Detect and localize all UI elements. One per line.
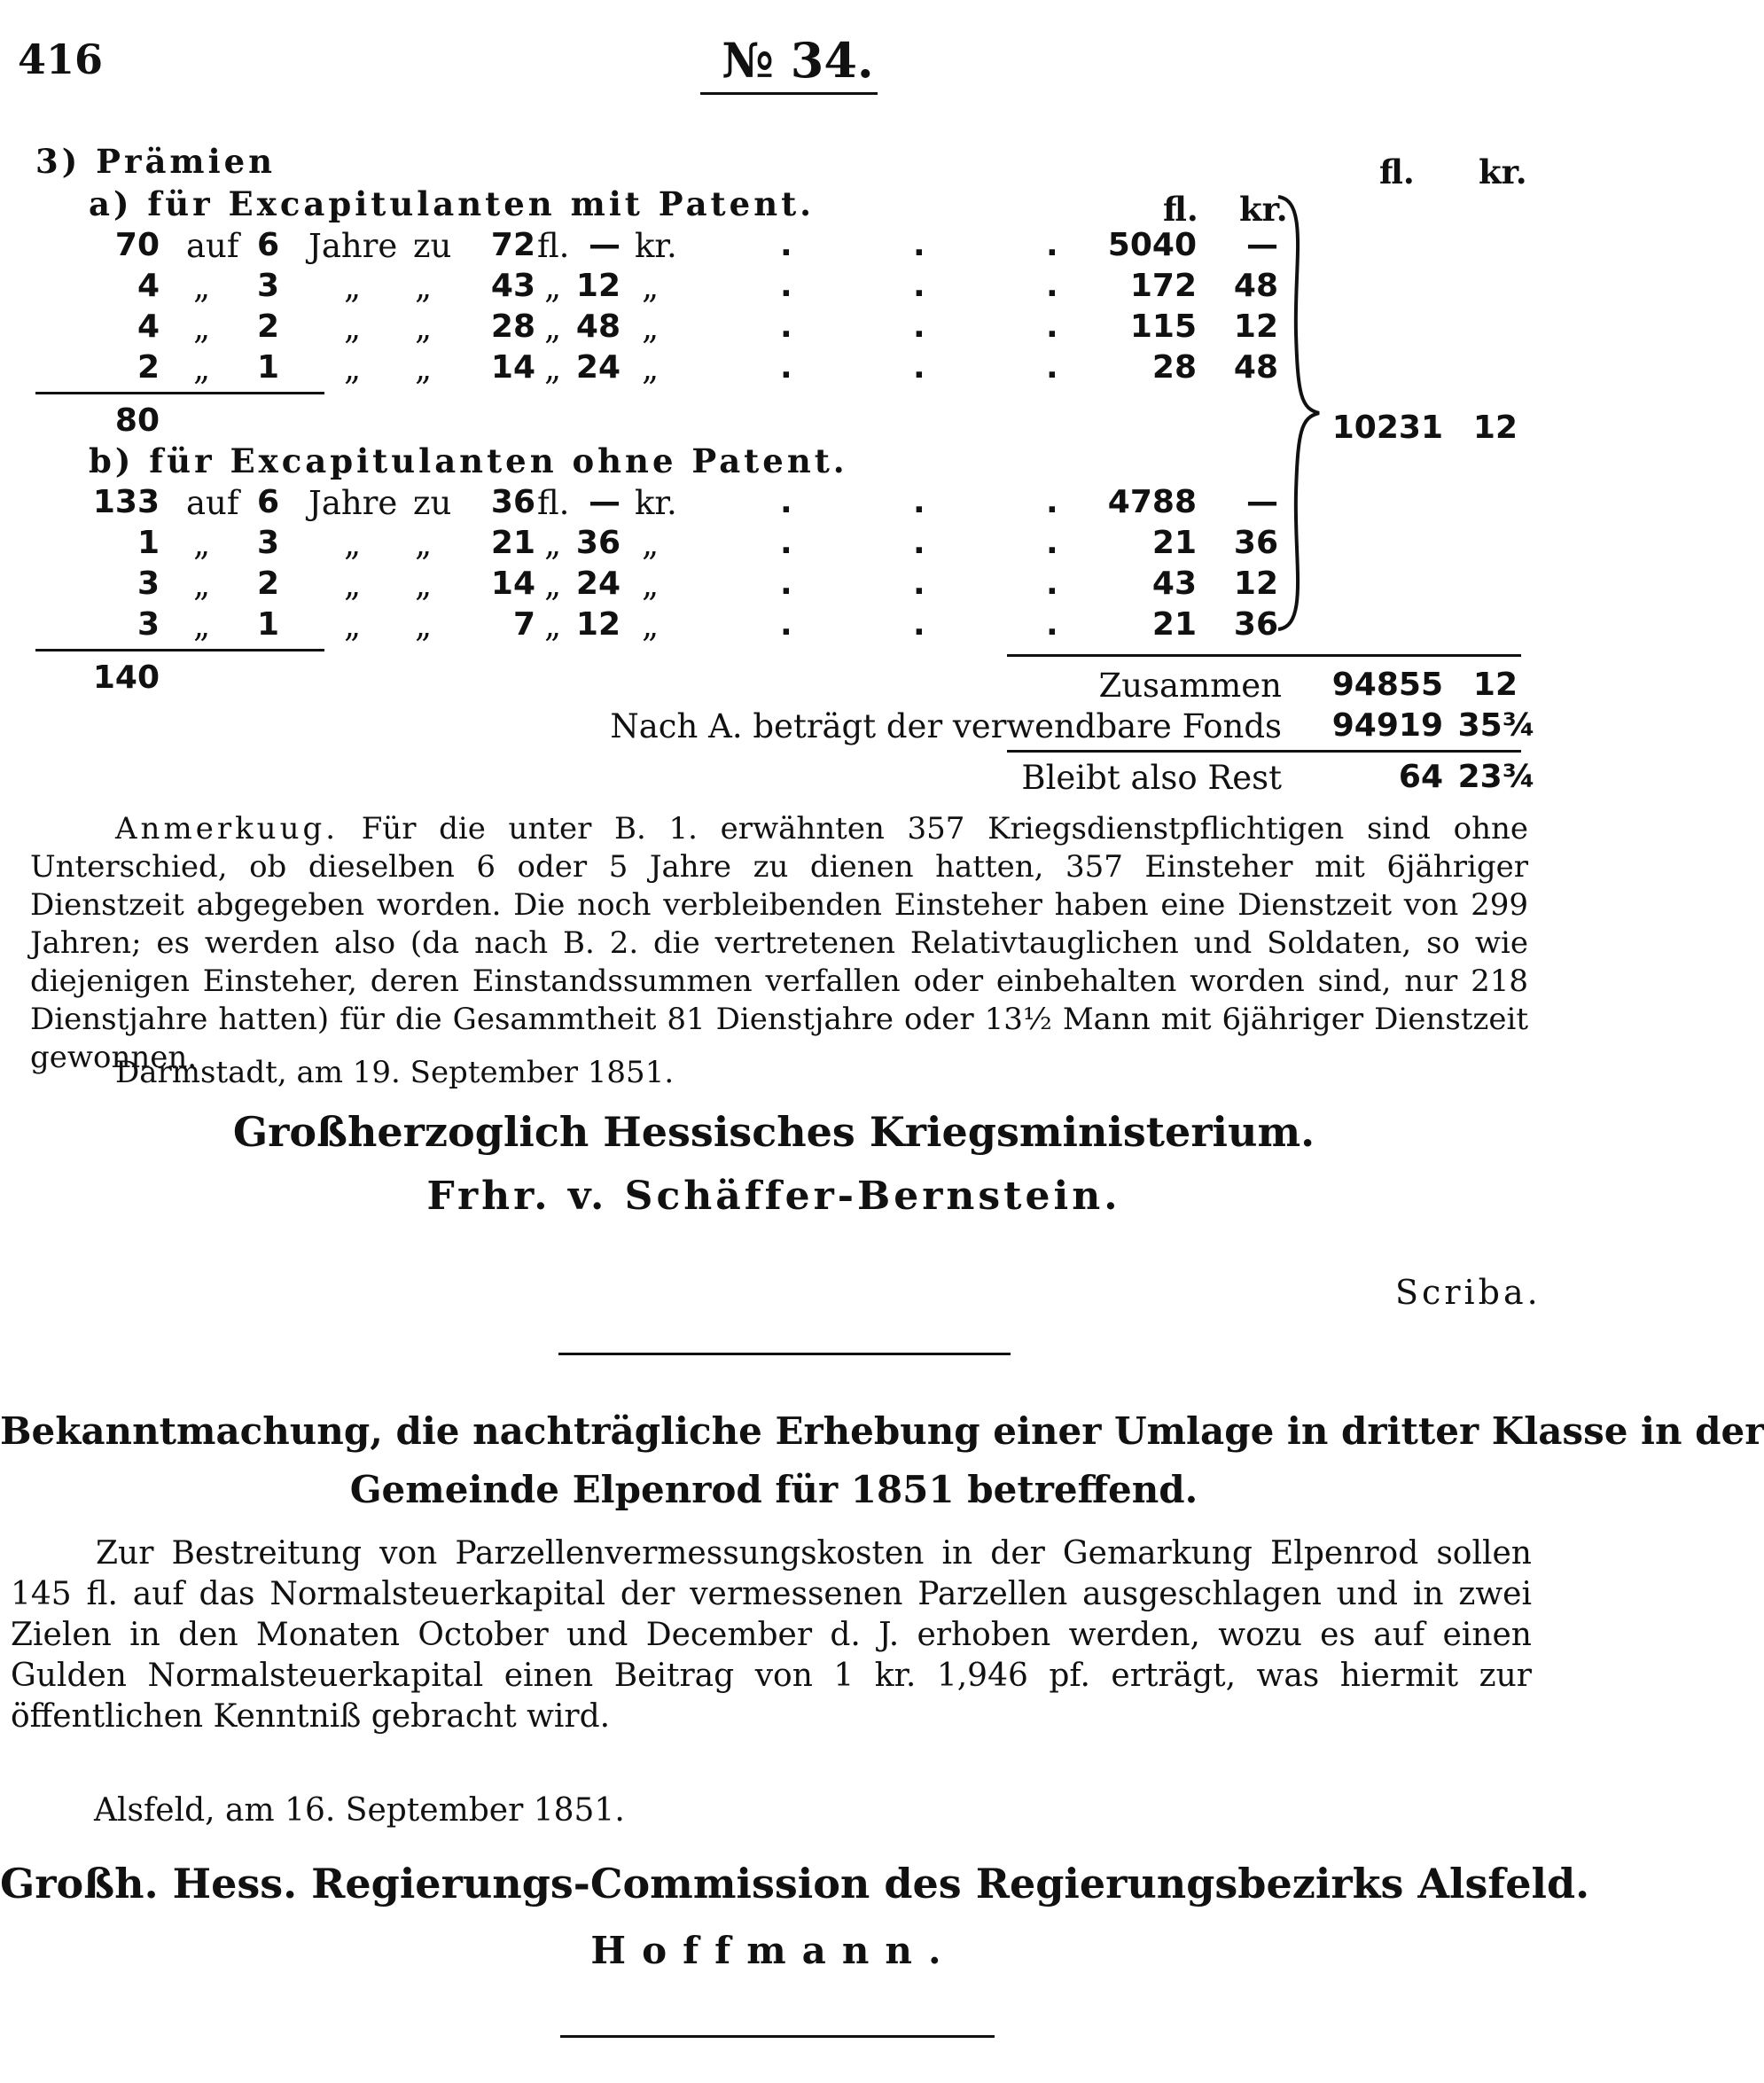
row-total-kr: 36: [1233, 606, 1278, 643]
row-fl: 7: [512, 606, 535, 643]
leader-dot: .: [1046, 227, 1058, 263]
summary-rule-top: [1007, 654, 1521, 657]
row-count: 3: [137, 566, 160, 602]
notice-body: [11, 1533, 1532, 1737]
row-zu: „: [415, 268, 433, 306]
bracket-total-fl: 10231: [1331, 410, 1443, 446]
group-a-heading: a) für Excapitulanten mit Patent.: [89, 184, 816, 223]
row-fl: 28: [490, 308, 535, 345]
leader-dot: .: [1046, 349, 1058, 386]
row-zu: „: [415, 308, 433, 347]
leader-dot: .: [913, 566, 925, 602]
row-years: 1: [257, 606, 280, 643]
row-kr-unit: kr.: [635, 484, 677, 522]
summary-fl: 64: [1398, 759, 1443, 795]
issue-number: № 34.: [722, 32, 874, 89]
row-total-kr: 12: [1233, 566, 1278, 602]
row-fl-unit: „: [544, 606, 562, 644]
ministry-signature: Großherzoglich Hessisches Kriegsministerium.: [232, 1108, 1315, 1156]
minister-name: Frhr. v. Schäffer-Bernstein.: [426, 1174, 1121, 1219]
leader-dot: .: [780, 268, 792, 304]
brace-icon: [1273, 191, 1326, 635]
leader-dot: .: [780, 349, 792, 386]
row-kr-unit: „: [642, 268, 660, 306]
row-years: 6: [257, 227, 280, 263]
leader-dot: .: [913, 525, 925, 561]
leader-dot: .: [780, 606, 792, 643]
row-fl: 14: [490, 349, 535, 386]
row-zu: „: [415, 525, 433, 563]
leader-dot: .: [913, 308, 925, 345]
leader-dot: .: [913, 268, 925, 304]
leader-dot: .: [913, 349, 925, 386]
row-auf: auf: [186, 484, 239, 522]
row-jahre: Jahre: [308, 227, 398, 265]
commission-signature: Großh. Hess. Regierungs-Commission des Regierungsbezirks Alsfeld.: [0, 1860, 1590, 1907]
summary-fl: 94855: [1331, 667, 1443, 703]
summary-label: Zusammen: [1098, 667, 1282, 705]
outer-col-kr: kr.: [1479, 152, 1527, 191]
bracket-total-kr: 12: [1472, 410, 1518, 446]
row-total-fl: 21: [1151, 525, 1197, 561]
leader-dot: .: [913, 484, 925, 520]
row-total-fl: 115: [1129, 308, 1197, 345]
page-number: 416: [18, 35, 104, 83]
group-a-col-kr: kr.: [1239, 190, 1288, 229]
row-fl-unit: fl.: [537, 484, 570, 522]
row-kr: 36: [575, 525, 621, 561]
summary-rule-bottom: [1007, 750, 1521, 753]
row-total-fl: 21: [1151, 606, 1197, 643]
row-jahre: „: [344, 349, 362, 387]
notice-title-line2: Gemeinde Elpenrod für 1851 betreffend.: [349, 1468, 1198, 1511]
row-years: 3: [257, 525, 280, 561]
row-jahre: Jahre: [308, 484, 398, 522]
row-kr: 12: [575, 606, 621, 643]
row-fl-unit: „: [544, 349, 562, 387]
group-b-sum-count: 140: [92, 659, 160, 696]
row-zu: zu: [413, 227, 452, 265]
row-kr: —: [589, 227, 621, 263]
group-a-sum-rule: [35, 392, 324, 394]
row-total-fl: 5040: [1107, 227, 1197, 263]
row-auf: „: [193, 606, 211, 644]
outer-col-fl: fl.: [1379, 152, 1415, 191]
row-auf: „: [193, 268, 211, 306]
row-jahre: „: [344, 606, 362, 644]
leader-dot: .: [1046, 525, 1058, 561]
row-count: 4: [137, 308, 160, 345]
clerk-name: Scriba.: [1395, 1273, 1542, 1312]
row-zu: „: [415, 566, 433, 604]
row-kr: 24: [575, 566, 621, 602]
row-count: 4: [137, 268, 160, 304]
row-count: 70: [114, 227, 160, 263]
summary-kr: 23¾: [1457, 759, 1535, 795]
notice-body-text: Zur Bestreitung von Parzellenvermessungskosten in der Gemarkung Elpenrod sollen 145 fl. auf das Normalsteuerkapital der vermessenen Parzellen ausgeschlagen und in zwei Zielen in den Monaten October und December d. J. erhoben werden, wozu es auf einen Gulden Normalsteuerkapital einen Beitrag von 1 kr. 1,946 pf. erträgt, was hiermit zur öffentlichen Kenntniß gebracht wird.: [11, 1535, 1532, 1735]
group-b-heading: b) für Excapitulanten ohne Patent.: [89, 441, 848, 480]
leader-dot: .: [1046, 308, 1058, 345]
row-fl-unit: „: [544, 566, 562, 604]
row-years: 2: [257, 308, 280, 345]
row-count: 133: [92, 484, 160, 520]
row-auf: „: [193, 566, 211, 604]
row-zu: zu: [413, 484, 452, 522]
leader-dot: .: [1046, 484, 1058, 520]
row-fl: 21: [490, 525, 535, 561]
row-jahre: „: [344, 268, 362, 306]
summary-kr: 35¾: [1457, 707, 1535, 744]
summary-kr: 12: [1472, 667, 1518, 703]
row-years: 2: [257, 566, 280, 602]
group-b-sum-rule: [35, 649, 324, 651]
row-years: 3: [257, 268, 280, 304]
row-total-kr: —: [1246, 484, 1278, 520]
leader-dot: .: [913, 227, 925, 263]
row-total-fl: 43: [1151, 566, 1197, 602]
row-jahre: „: [344, 308, 362, 347]
note-paragraph: [30, 810, 1528, 1077]
row-jahre: „: [344, 525, 362, 563]
row-kr-unit: „: [642, 566, 660, 604]
row-auf: „: [193, 525, 211, 563]
row-kr-unit: kr.: [635, 227, 677, 265]
row-kr: 24: [575, 349, 621, 386]
leader-dot: .: [780, 484, 792, 520]
row-kr: 48: [575, 308, 621, 345]
summary-fl: 94919: [1331, 707, 1443, 744]
issue-underline: [700, 92, 878, 95]
row-kr-unit: „: [642, 349, 660, 387]
row-total-kr: 48: [1233, 268, 1278, 304]
section-title: 3) Prämien: [35, 142, 277, 181]
leader-dot: .: [780, 566, 792, 602]
row-total-kr: 36: [1233, 525, 1278, 561]
row-count: 2: [137, 349, 160, 386]
row-zu: „: [415, 349, 433, 387]
row-kr: —: [589, 484, 621, 520]
row-fl-unit: fl.: [537, 227, 570, 265]
leader-dot: .: [1046, 268, 1058, 304]
summary-label: Nach A. beträgt der verwendbare Fonds: [610, 707, 1282, 745]
section-divider: [558, 1353, 1011, 1355]
leader-dot: .: [913, 606, 925, 643]
note-date: Darmstadt, am 19. September 1851.: [115, 1055, 675, 1090]
row-auf: „: [193, 349, 211, 387]
row-total-fl: 172: [1129, 268, 1197, 304]
notice-title-line1: Bekanntmachung, die nachträgliche Erhebung einer Umlage in dritter Klasse in der: [0, 1409, 1764, 1453]
row-years: 1: [257, 349, 280, 386]
row-auf: „: [193, 308, 211, 347]
row-fl: 14: [490, 566, 535, 602]
leader-dot: .: [1046, 606, 1058, 643]
row-auf: auf: [186, 227, 239, 265]
note-text: Für die unter B. 1. erwähnten 357 Kriegsdienstpflichtigen sind ohne Unterschied, ob dieselben 6 oder 5 Jahre zu dienen hatten, 357 Einsteher mit 6jähriger Dienstzeit abgegeben worden. Die noch verbleibenden Einsteher haben eine Dienstzeit von 299 Jahren; es werden also (da nach B. 2. die vertretenen Relativtauglichen und Soldaten, so wie diejenigen Einsteher, deren Einstandssummen verfallen oder einbehalten worden sind, nur 218 Dienstjahre hatten) für die Gesammtheit 81 Dienstjahre oder 13½ Mann mit 6jähriger Dienstzeit gewonnen.: [30, 811, 1528, 1075]
notice-date: Alsfeld, am 16. September 1851.: [94, 1792, 625, 1829]
group-a-col-fl: fl.: [1163, 190, 1198, 229]
row-count: 1: [137, 525, 160, 561]
row-count: 3: [137, 606, 160, 643]
row-total-fl: 4788: [1107, 484, 1197, 520]
leader-dot: .: [1046, 566, 1058, 602]
row-fl-unit: „: [544, 525, 562, 563]
row-kr-unit: „: [642, 308, 660, 347]
bottom-divider: [560, 2035, 995, 2038]
leader-dot: .: [780, 227, 792, 263]
official-name: Hoffmann.: [590, 1929, 957, 1972]
row-total-kr: 48: [1233, 349, 1278, 386]
row-fl: 43: [490, 268, 535, 304]
row-fl: 36: [490, 484, 535, 520]
leader-dot: .: [780, 525, 792, 561]
row-fl-unit: „: [544, 268, 562, 306]
row-jahre: „: [344, 566, 362, 604]
row-years: 6: [257, 484, 280, 520]
row-total-fl: 28: [1151, 349, 1197, 386]
row-total-kr: —: [1246, 227, 1278, 263]
row-fl-unit: „: [544, 308, 562, 347]
summary-label: Bleibt also Rest: [1021, 759, 1282, 797]
note-label: Anmerkuug.: [115, 811, 340, 846]
row-kr-unit: „: [642, 606, 660, 644]
row-kr: 12: [575, 268, 621, 304]
row-zu: „: [415, 606, 433, 644]
row-fl: 72: [490, 227, 535, 263]
row-total-kr: 12: [1233, 308, 1278, 345]
leader-dot: .: [780, 308, 792, 345]
group-a-sum-count: 80: [114, 402, 160, 439]
row-kr-unit: „: [642, 525, 660, 563]
